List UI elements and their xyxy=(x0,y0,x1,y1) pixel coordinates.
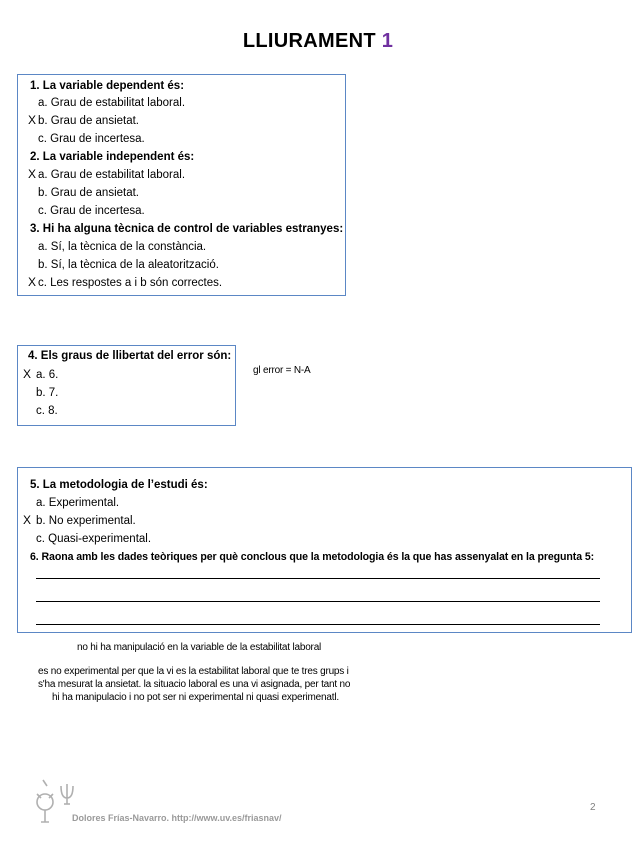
option-1a: a. Grau de estabilitat laboral. xyxy=(38,97,186,109)
option-4b: b. 7. xyxy=(36,387,59,399)
answer-note-2-line-3: hi ha manipulacio i no pot ser ni experimental ni quasi experimenatl. xyxy=(52,692,339,703)
answer-note-1: no hi ha manipulació en la variable de la estabilitat laboral xyxy=(77,642,322,653)
answer-note-2-line-1: es no experimental per que la vi es la estabilitat laboral que te tres grups i xyxy=(38,666,349,677)
mark-3c: X xyxy=(28,275,37,289)
option-2b: b. Grau de ansietat. xyxy=(38,187,140,199)
mark-2a: X xyxy=(28,167,37,181)
option-3c: c. Les respostes a i b són correctes. xyxy=(38,277,223,289)
option-1c: c. Grau de incertesa. xyxy=(38,133,145,145)
option-5a: a. Experimental. xyxy=(36,497,120,509)
option-5c: c. Quasi-experimental. xyxy=(36,533,152,545)
formula-note: gl error = N-A xyxy=(253,365,311,376)
answer-line-2 xyxy=(36,601,600,602)
title-text: LLIURAMENT xyxy=(242,30,376,52)
option-4c: c. 8. xyxy=(36,405,58,417)
option-2a: a. Grau de estabilitat laboral. xyxy=(38,169,186,181)
answer-note-2-line-2: s'ha mesurat la ansietat. la situacio laboral es una vi asignada, per tant no xyxy=(38,679,351,690)
option-5b: b. No experimental. xyxy=(36,515,136,527)
question-2: 2. La variable independent és: xyxy=(30,151,195,163)
option-4a: a. 6. xyxy=(36,369,59,381)
option-3a: a. Sí, la tècnica de la constància. xyxy=(38,241,207,253)
mark-4a: X xyxy=(23,367,32,381)
answer-line-3 xyxy=(36,624,600,625)
page-title xyxy=(0,30,636,53)
question-4: 4. Els graus de llibertat del error són: xyxy=(28,350,232,362)
mark-5b: X xyxy=(23,513,32,527)
answer-line-1 xyxy=(36,578,600,579)
page-number: 2 xyxy=(590,802,596,813)
question-6: 6. Raona amb les dades teòriques per què conclous que la metodologia és la que has assenyalat en la pregunta 5: xyxy=(30,551,595,563)
question-5: 5. La metodologia de l’estudi és: xyxy=(30,479,208,491)
option-1b: b. Grau de ansietat. xyxy=(38,115,140,127)
question-3: 3. Hi ha alguna tècnica de control de variables estranyes: xyxy=(30,223,344,235)
title-number: 1 xyxy=(381,30,394,52)
option-3b: b. Sí, la tècnica de la aleatorització. xyxy=(38,259,219,271)
mark-1b: X xyxy=(28,113,37,127)
question-1: 1. La variable dependent és: xyxy=(30,80,185,92)
footer-credit: Dolores Frías-Navarro. http://www.uv.es/friasnav/ xyxy=(72,813,282,823)
option-2c: c. Grau de incertesa. xyxy=(38,205,145,217)
